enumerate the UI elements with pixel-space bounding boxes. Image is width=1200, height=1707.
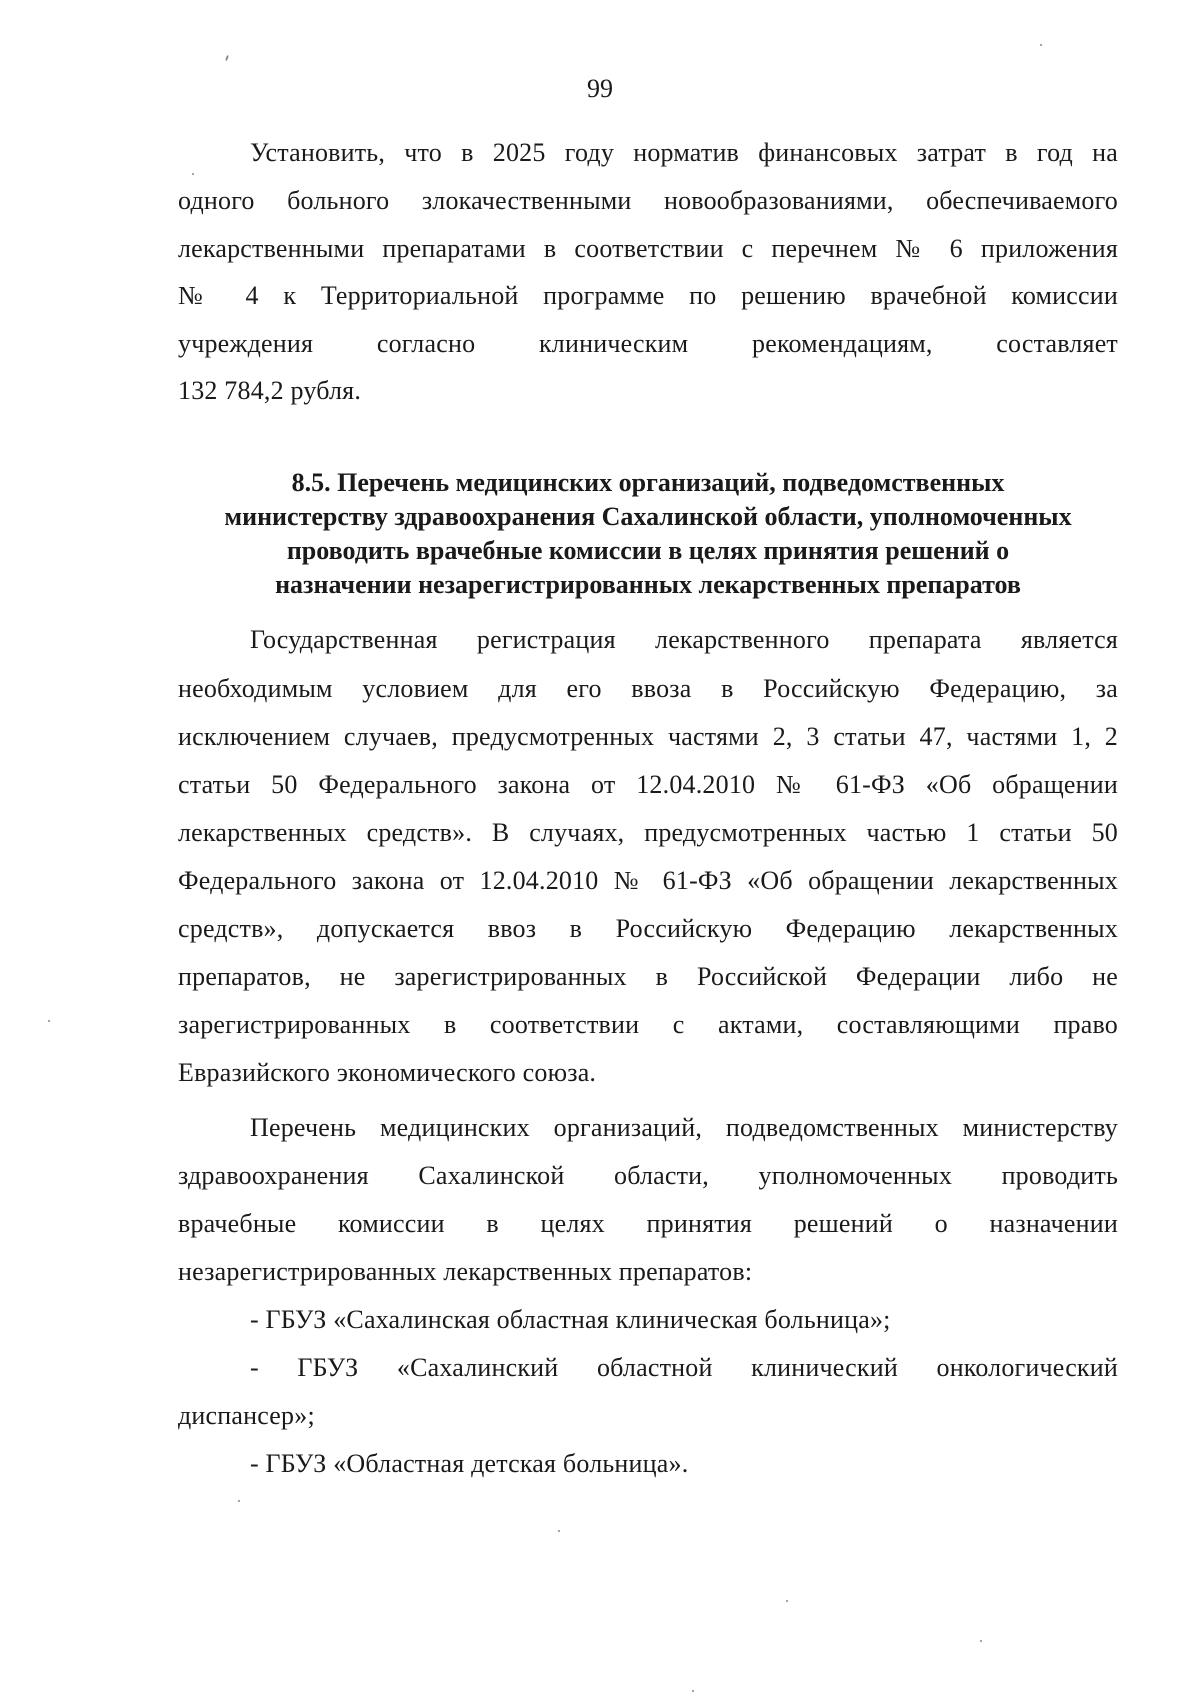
scan-speck: [692, 1690, 694, 1692]
list-item: - ГБУЗ «Областная детская больница».: [250, 1449, 689, 1478]
paragraph-3-line: Перечень медицинских организаций, подведомственных министерству: [250, 1113, 1118, 1142]
scan-speck: [48, 1020, 50, 1022]
scan-speck: [238, 1500, 240, 1502]
paragraph-2-line: Государственная регистрация лекарственного препарата является: [250, 625, 1118, 654]
scan-speck: [980, 1640, 982, 1642]
paragraph-1-line: № 4 к Территориальной программе по решению врачебной комиссии: [178, 281, 1118, 310]
paragraph-2-line: средств», допускается ввоз в Российскую Федерацию лекарственных: [178, 914, 1118, 943]
paragraph-2-line: зарегистрированных в соответствии с актами, составляющими право: [178, 1010, 1118, 1039]
paragraph-2-line: статьи 50 Федерального закона от 12.04.2010 № 61-ФЗ «Об обращении: [178, 770, 1118, 799]
list-item: - ГБУЗ «Сахалинская областная клиническая больница»;: [250, 1305, 891, 1334]
paragraph-1-line: одного больного злокачественными новообразованиями, обеспечиваемого: [178, 186, 1118, 215]
scan-speck: [1040, 44, 1042, 46]
section-heading-line: 8.5. Перечень медицинских организаций, подведомственных: [291, 468, 1005, 497]
paragraph-2-line: Евразийского экономического союза.: [178, 1058, 597, 1087]
paragraph-3-line: незарегистрированных лекарственных препаратов:: [178, 1257, 753, 1286]
paragraph-1-line: лекарственными препаратами в соответствии с перечнем № 6 приложения: [178, 234, 1118, 263]
section-heading-line: назначении незарегистрированных лекарственных препаратов: [275, 570, 1021, 599]
paragraph-2-line: Федерального закона от 12.04.2010 № 61-ФЗ «Об обращении лекарственных: [178, 866, 1118, 895]
page-number: 99: [587, 74, 613, 103]
paragraph-3-line: здравоохранения Сахалинской области, уполномоченных проводить: [178, 1161, 1118, 1190]
section-heading-line: проводить врачебные комиссии в целях принятия решений о: [286, 536, 1010, 565]
paragraph-2-line: лекарственных средств». В случаях, предусмотренных частью 1 статьи 50: [178, 818, 1118, 847]
scan-speck: [225, 55, 229, 61]
paragraph-1-line: 132 784,2 рубля.: [178, 376, 362, 405]
paragraph-2-line: необходимым условием для его ввоза в Российскую Федерацию, за: [178, 674, 1118, 703]
scan-speck: [192, 173, 194, 175]
list-item-continuation: диспансер»;: [178, 1401, 315, 1430]
paragraph-1-line: учреждения согласно клиническим рекомендациям, составляет: [178, 329, 1118, 358]
scan-speck: [786, 1600, 788, 1602]
list-item: - ГБУЗ «Сахалинский областной клинический онкологический: [250, 1353, 1118, 1382]
paragraph-1-line: Установить, что в 2025 году норматив финансовых затрат в год на: [250, 138, 1118, 167]
section-heading-line: министерству здравоохранения Сахалинской области, уполномоченных: [224, 502, 1072, 531]
paragraph-3-line: врачебные комиссии в целях принятия решений о назначении: [178, 1209, 1118, 1238]
paragraph-2-line: исключением случаев, предусмотренных частями 2, 3 статьи 47, частями 1, 2: [178, 722, 1118, 751]
paragraph-2-line: препаратов, не зарегистрированных в Российской Федерации либо не: [178, 962, 1118, 991]
scan-speck: [558, 1530, 560, 1532]
